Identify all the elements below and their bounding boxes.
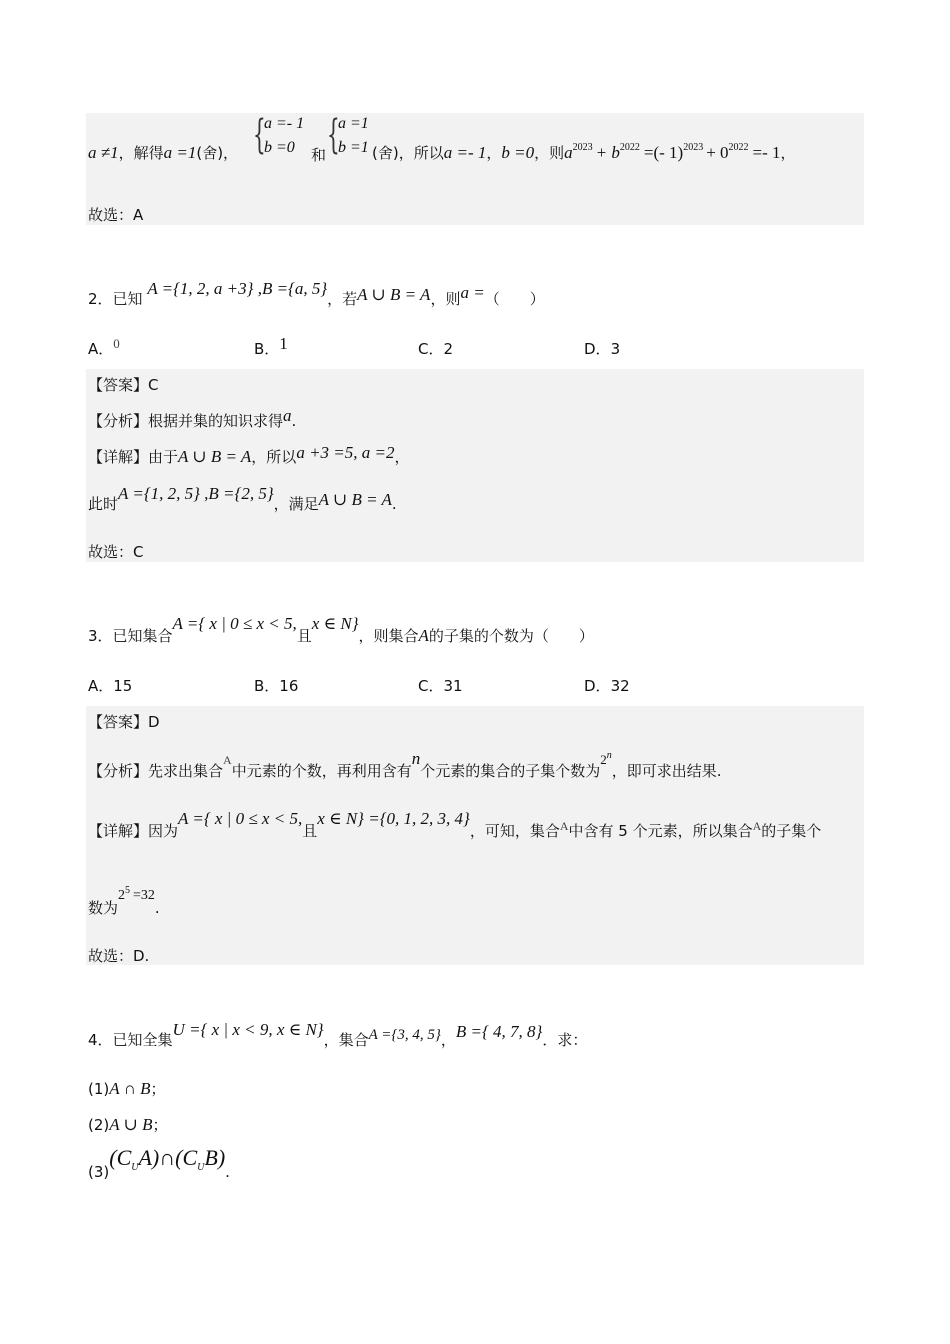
q3-option-d[interactable] (584, 675, 630, 696)
analysis-text: 中元素的个数，再利用含有 (231, 762, 412, 780)
analysis-text: ，即可求出结果. (611, 762, 722, 780)
q1-text: (舍)，所以 (372, 144, 444, 162)
option-label: D． (584, 677, 611, 695)
q1-exp: 2022 (728, 142, 749, 153)
analysis-n: n (411, 749, 421, 768)
q2-option-d[interactable] (584, 338, 620, 359)
q3-stem-end: 的子集的个数为（ ） (428, 627, 594, 645)
q2-ask: a = (460, 283, 485, 302)
q3-analysis (88, 749, 722, 781)
q2-cond: A ∪ B = A (357, 285, 431, 304)
detail-pow-exp: 5 (125, 885, 131, 896)
q1-system-2-top: a =1 (338, 115, 369, 132)
q1-text: ， (486, 144, 502, 162)
answer-tag: 【答案】 (88, 376, 149, 394)
analysis-text: 个元素的集合的子集个数为 (420, 762, 601, 780)
analysis-tag: 【分析】 (88, 762, 149, 780)
detail-text: 的子集个 (761, 822, 822, 840)
q1-system-1 (264, 114, 304, 158)
answer-value: D (148, 713, 160, 731)
detail-a: A (559, 819, 569, 833)
detail-text: 由于 (148, 448, 179, 466)
q3-detail-count (88, 885, 160, 918)
q1-b-value: b =0 (501, 143, 535, 162)
q3-stem-a: A (418, 626, 429, 645)
q4-stem-pre: 4．已知全集 (88, 1031, 173, 1049)
part3-subscript: U (197, 1162, 205, 1173)
detail-text: 此时 (88, 495, 119, 513)
q1-expr: + b (595, 143, 620, 162)
q1-a-neq-1: a ≠1 (88, 143, 119, 162)
detail-pow-base: 2 (118, 888, 126, 903)
q1-system-brace-1: { (253, 112, 266, 158)
option-value: 2 (443, 340, 454, 358)
part-label: (1) (88, 1080, 110, 1098)
answer-tag: 【答案】 (88, 713, 149, 731)
q1-solution-line-2 (372, 142, 796, 163)
q3-set-right: x ∈ N} (311, 614, 359, 633)
q1-he: 和 (311, 146, 327, 164)
q4-stem-end: ．求： (542, 1031, 588, 1049)
option-label: A． (88, 340, 114, 358)
detail-a: A (752, 819, 762, 833)
q4-set-u: U ={ x | x < 9, x ∈ N} (172, 1020, 324, 1039)
q2-paren: （ ） (484, 290, 545, 308)
q3-qie: 且 (296, 627, 312, 645)
q2-analysis (88, 406, 297, 431)
detail-cond: A ∪ B = A (318, 490, 392, 509)
q1-a-eq-1: a =1 (163, 143, 197, 162)
analysis-text: 先求出集合 (148, 762, 224, 780)
analysis-a: A (223, 753, 232, 767)
detail-eq: =32 (133, 888, 155, 903)
option-value: 1 (279, 334, 288, 353)
q1-expr: =(- 1) (643, 143, 684, 162)
q2-set-a: A ={1, 2, a +3} (147, 279, 254, 298)
analysis-pow-exp: n (606, 750, 612, 761)
part-expr: A ∪ B (109, 1115, 153, 1134)
q2-option-c[interactable] (418, 338, 453, 359)
part-label: (2) (88, 1116, 110, 1134)
q1-system-brace-2: { (327, 112, 340, 158)
q3-option-b[interactable] (254, 675, 298, 696)
q1-exp: 2023 (683, 142, 704, 153)
option-label: A． (88, 677, 114, 695)
q1-solution-line (88, 142, 238, 163)
q2-answer (88, 374, 159, 395)
analysis-var: a (283, 406, 292, 425)
option-label: C． (418, 340, 444, 358)
answer-value: C (148, 376, 159, 394)
q4-comma: ， (440, 1031, 456, 1049)
q2-stem (88, 279, 545, 309)
part3-cap: ∩ (159, 1145, 176, 1170)
q3-stem (88, 614, 594, 646)
detail-tag: 【详解】 (88, 822, 149, 840)
part-label: (3) (88, 1163, 110, 1181)
part-end: ； (150, 1080, 166, 1098)
q1-text: ， (780, 144, 796, 162)
part3-complement: (C (175, 1145, 198, 1170)
detail-text: ，可知，集合 (469, 822, 560, 840)
part-end: . (225, 1163, 230, 1181)
detail-tag: 【详解】 (88, 448, 149, 466)
analysis-end: . (291, 412, 297, 430)
q2-set-b: B ={a, 5} (261, 279, 328, 298)
q1-system-2-bottom: b =1 (338, 139, 369, 156)
detail-cond: A ∪ B = A (178, 447, 252, 466)
q1-solution-block (86, 113, 864, 225)
q1-expr: + 0 (706, 143, 729, 162)
part3-complement: (C (109, 1145, 132, 1170)
option-label: C． (418, 677, 444, 695)
q4-part-2 (88, 1114, 167, 1135)
q1-choose: 故选：A (88, 206, 144, 224)
q1-a-value: a =- 1 (443, 143, 487, 162)
detail-comma: , (199, 484, 209, 503)
detail-text: ，所以 (251, 448, 297, 466)
q4-set-b: B ={ 4, 7, 8} (455, 1022, 543, 1041)
q2-ze: ，则 (430, 290, 461, 308)
q1-exp: 2023 (572, 142, 593, 153)
detail-text: 因为 (148, 822, 179, 840)
q3-detail (88, 809, 822, 841)
q2-detail-then (88, 484, 397, 514)
q3-stem-pre: 3．已知集合 (88, 627, 173, 645)
option-value: 15 (113, 677, 133, 695)
q3-stem-mid: ，则集合 (358, 627, 419, 645)
q2-stem-pre: 2．已知 (88, 290, 143, 308)
option-value: 3 (610, 340, 621, 358)
q2-ruo: ，若 (327, 290, 358, 308)
detail-text: . (391, 495, 397, 513)
q2-option-b[interactable] (254, 334, 288, 359)
detail-set-right: x ∈ N} ={0, 1, 2, 3, 4} (317, 809, 470, 828)
q3-option-c[interactable] (418, 675, 463, 696)
q4-part-3 (88, 1145, 230, 1181)
q1-text: ，则 (534, 144, 565, 162)
part3-set: B) (204, 1145, 226, 1170)
part-end: ； (152, 1116, 168, 1134)
q1-text: (舍)， (196, 144, 239, 162)
q3-set-left: A ={ x | 0 ≤ x < 5, (172, 614, 297, 633)
part3-set: A) (138, 1145, 160, 1170)
q4-set-a: A ={3, 4, 5} (368, 1027, 441, 1043)
detail-set-left: A ={ x | 0 ≤ x < 5, (178, 809, 303, 828)
detail-eq: a +3 =5, a =2 (296, 443, 395, 462)
detail-set-a: A ={1, 2, 5} (118, 484, 200, 503)
option-value: 0 (113, 336, 120, 351)
option-label: D． (584, 340, 611, 358)
q1-system-1-top: a =- 1 (264, 115, 305, 132)
q3-choose: 故选：D. (88, 947, 150, 965)
option-value: 16 (279, 677, 299, 695)
q2-detail (88, 443, 410, 467)
detail-text: . (154, 899, 160, 917)
q4-stem-mid: ，集合 (323, 1031, 369, 1049)
detail-qie: 且 (302, 822, 318, 840)
q3-answer (88, 711, 160, 732)
analysis-tag: 【分析】 (88, 412, 149, 430)
q1-expr-result: =- 1 (752, 143, 781, 162)
analysis-text: 根据并集的知识求得 (148, 412, 284, 430)
detail-set-b: B ={2, 5} (208, 484, 274, 503)
part-expr: A ∩ B (109, 1079, 151, 1098)
q3-option-a[interactable] (88, 675, 132, 696)
q2-comma: , (253, 279, 262, 298)
option-value: 31 (443, 677, 463, 695)
q4-stem (88, 1020, 588, 1050)
part3-subscript: U (131, 1162, 139, 1173)
detail-text: 数为 (88, 899, 119, 917)
option-label: B． (254, 340, 280, 358)
q1-exp: 2022 (619, 142, 640, 153)
detail-text: ，满足 (273, 495, 319, 513)
q2-choose: 故选：C (88, 543, 144, 561)
q1-text: ，解得 (118, 144, 164, 162)
q1-system-1-bottom: b =0 (264, 139, 295, 156)
detail-text: ， (394, 448, 410, 466)
analysis-pow-base: 2 (600, 752, 607, 767)
q1-system-2 (338, 114, 369, 158)
q1-expr: a (564, 143, 573, 162)
q4-part-1 (88, 1078, 166, 1099)
q2-option-a[interactable] (88, 338, 120, 359)
option-label: B． (254, 677, 280, 695)
option-value: 32 (610, 677, 630, 695)
detail-text: 中含有 5 个元素，所以集合 (568, 822, 753, 840)
